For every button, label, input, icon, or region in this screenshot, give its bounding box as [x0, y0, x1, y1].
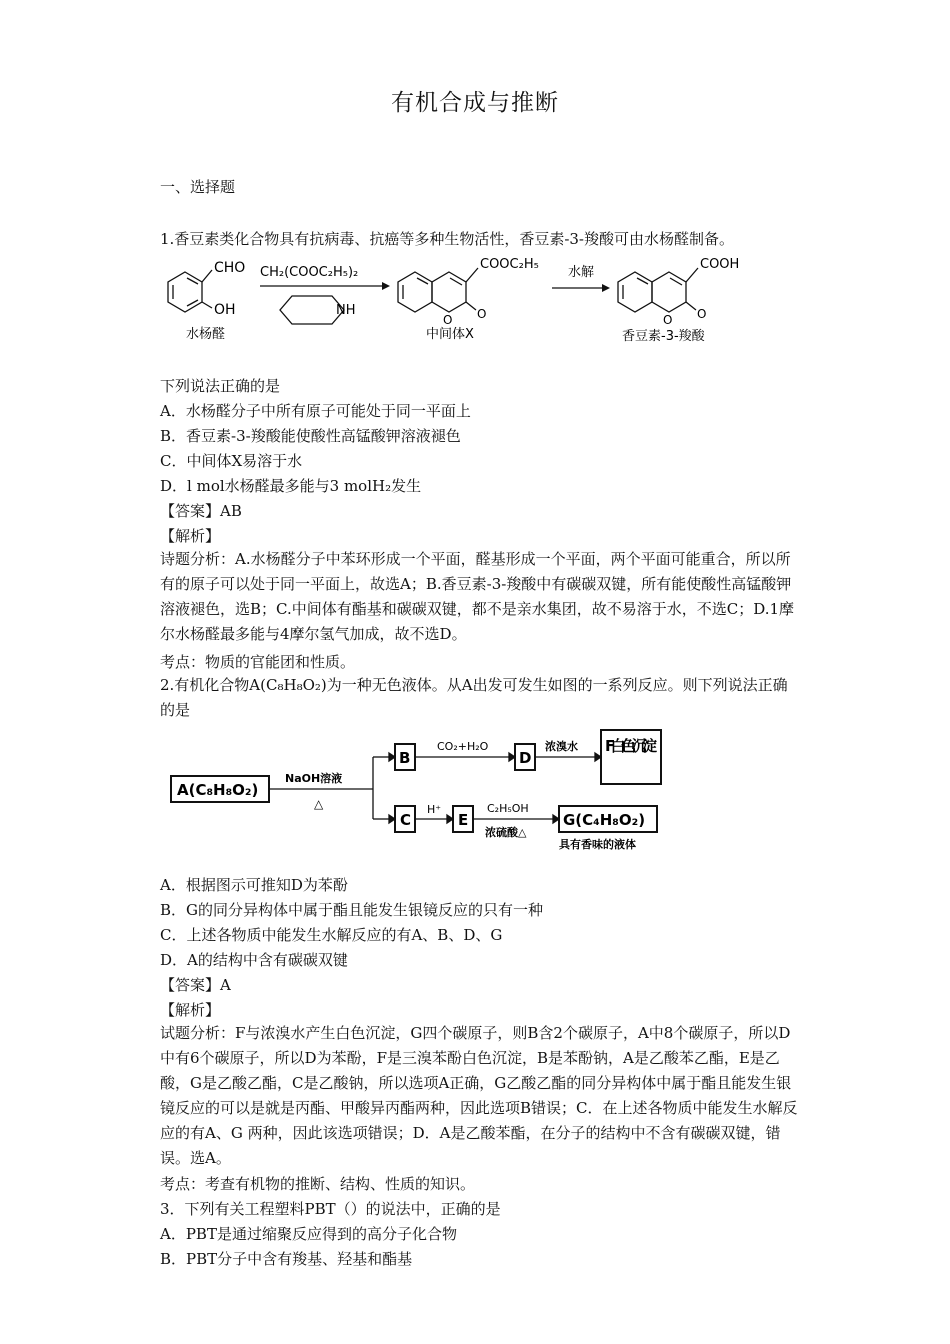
ester-label: COOC₂H₅ [480, 257, 539, 272]
h-plus-label: H⁺ [427, 803, 442, 816]
ring-o-label-2: O [663, 313, 673, 327]
node-b: B [399, 749, 411, 767]
q1-prompt: 下列说法正确的是 [160, 377, 281, 395]
carbonyl-o-label-2: O [697, 307, 707, 321]
name-intermediate-x: 中间体X [426, 327, 474, 342]
g-note: 具有香味的液体 [559, 838, 636, 851]
q3-stem: 3．下列有关工程塑料PBT（）的说法中，正确的是 [160, 1200, 501, 1218]
q1-option-a: A．水杨醛分子中所有原子可能处于同一平面上 [160, 402, 471, 420]
node-a: A(C₈H₈O₂) [177, 781, 259, 799]
q1-point: 考点：物质的官能团和性质。 [160, 653, 356, 671]
q3-option-a: A．PBT是通过缩聚反应得到的高分子化合物 [160, 1225, 457, 1243]
ethanol-label: C₂H₅OH [487, 802, 529, 815]
q2-stem: 2.有机化合物A(C₈H₈O₂)为一种无色液体。从A出发可发生如图的一系列反应。则下列说法正确的是 [160, 676, 788, 719]
q1-option-b: B．香豆素-3-羧酸能使酸性高锰酸钾溶液褪色 [160, 427, 461, 445]
salicylaldehyde-structure [168, 270, 212, 312]
node-d: D [519, 749, 532, 767]
hydrolysis-label: 水解 [568, 265, 595, 280]
node-g: G(C₄H₈O₂) [563, 811, 646, 829]
delta-label-1: △ [314, 797, 324, 811]
cooh-label: COOH [700, 257, 740, 272]
q1-answer: 【答案】AB [160, 502, 242, 520]
intermediate-x-structure [398, 268, 478, 312]
q2-option-c: C．上述各物质中能发生水解反应的有A、B、D、G [160, 926, 503, 944]
q2-analysis-label: 【解析】 [160, 1001, 221, 1019]
node-f: F白色沉淀 [605, 737, 657, 755]
q2-option-a: A．根据图示可推知D为苯酚 [160, 876, 348, 894]
node-c: C [400, 811, 412, 829]
q1-option-d: D．l mol水杨醛最多能与3 molH₂发生 [160, 477, 422, 495]
q1-analysis-label: 【解析】 [160, 527, 221, 545]
q2-option-d: D．A的结构中含有碳碳双键 [160, 951, 348, 969]
q1-analysis: 诗题分析：A.水杨醛分子中苯环形成一个平面，醛基形成一个平面，两个平面可能重合，所以所有的原子可以处于同一平面上，故选A；B.香豆素-3-羧酸中有碳碳双键，所有能使酸性高锰酸钾溶液褪色，选B；C.中间体有酯基和碳碳双键，都不是亲水集团，故不易溶于水，不选C；D.1摩尔水杨醛最多能与4摩尔氢气加成，故不选D。 [160, 550, 795, 643]
co2-label: CO₂+H₂O [437, 740, 489, 753]
carbonyl-o-label-1: O [477, 307, 487, 321]
oh-label: OH [214, 302, 236, 318]
piperidine-structure [280, 296, 344, 324]
ring-o-label-1: O [443, 313, 453, 327]
nh-label: NH [336, 303, 356, 318]
acid-label: 浓硫酸△ [485, 826, 527, 839]
cho-label: CHO [214, 260, 246, 276]
naoh-label: NaOH溶液 [285, 772, 343, 785]
br-water-label: 浓溴水 [545, 740, 578, 753]
q1-reaction-scheme [160, 252, 800, 352]
reagent-label: CH₂(COOC₂H₅)₂ [260, 265, 359, 280]
name-coumarin-acid: 香豆素-3-羧酸 [622, 329, 705, 344]
q3-option-b: B．PBT分子中含有羧基、羟基和酯基 [160, 1250, 413, 1268]
q2-point: 考点：考查有机物的推断、结构、性质的知识。 [160, 1175, 476, 1193]
node-e: E [458, 811, 469, 829]
page-title: 有机合成与推断 [391, 90, 559, 116]
q2-option-b: B．G的同分异构体中属于酯且能发生银镜反应的只有一种 [160, 901, 544, 919]
q1-option-c: C．中间体X易溶于水 [160, 452, 303, 470]
q2-analysis: 试题分析：F与浓溴水产生白色沉淀，G四个碳原子，则B含2个碳原子，A中8个碳原子，所以D中有6个碳原子，所以D为苯酚，F是三溴苯酚白色沉淀，B是苯酚钠，A是乙酸苯乙酯，E是乙酸，G是乙酸乙酯，C是乙酸钠，所以选项A正确，G乙酸乙酯的同分异构体中属于酯且能发生银镜反应的可以是就是丙酯、甲酸异丙酯两种，因此选项B错误；C．在上述各物质中能发生水解反应的有A、G 两种，因此该选项错误；D．A是乙酸苯酯，在分子的结构中不含有碳碳双键，错误。选A。 [160, 1024, 798, 1167]
section-heading: 一、选择题 [160, 178, 236, 196]
q1-stem: 1.香豆素类化合物具有抗病毒、抗癌等多种生物活性，香豆素-3-羧酸可由水杨醛制备。 [160, 230, 734, 248]
q2-answer: 【答案】A [160, 976, 231, 994]
coumarin-acid-structure [618, 268, 698, 312]
name-salicylaldehyde: 水杨醛 [186, 327, 226, 342]
q2-reaction-flowchart [165, 726, 665, 854]
